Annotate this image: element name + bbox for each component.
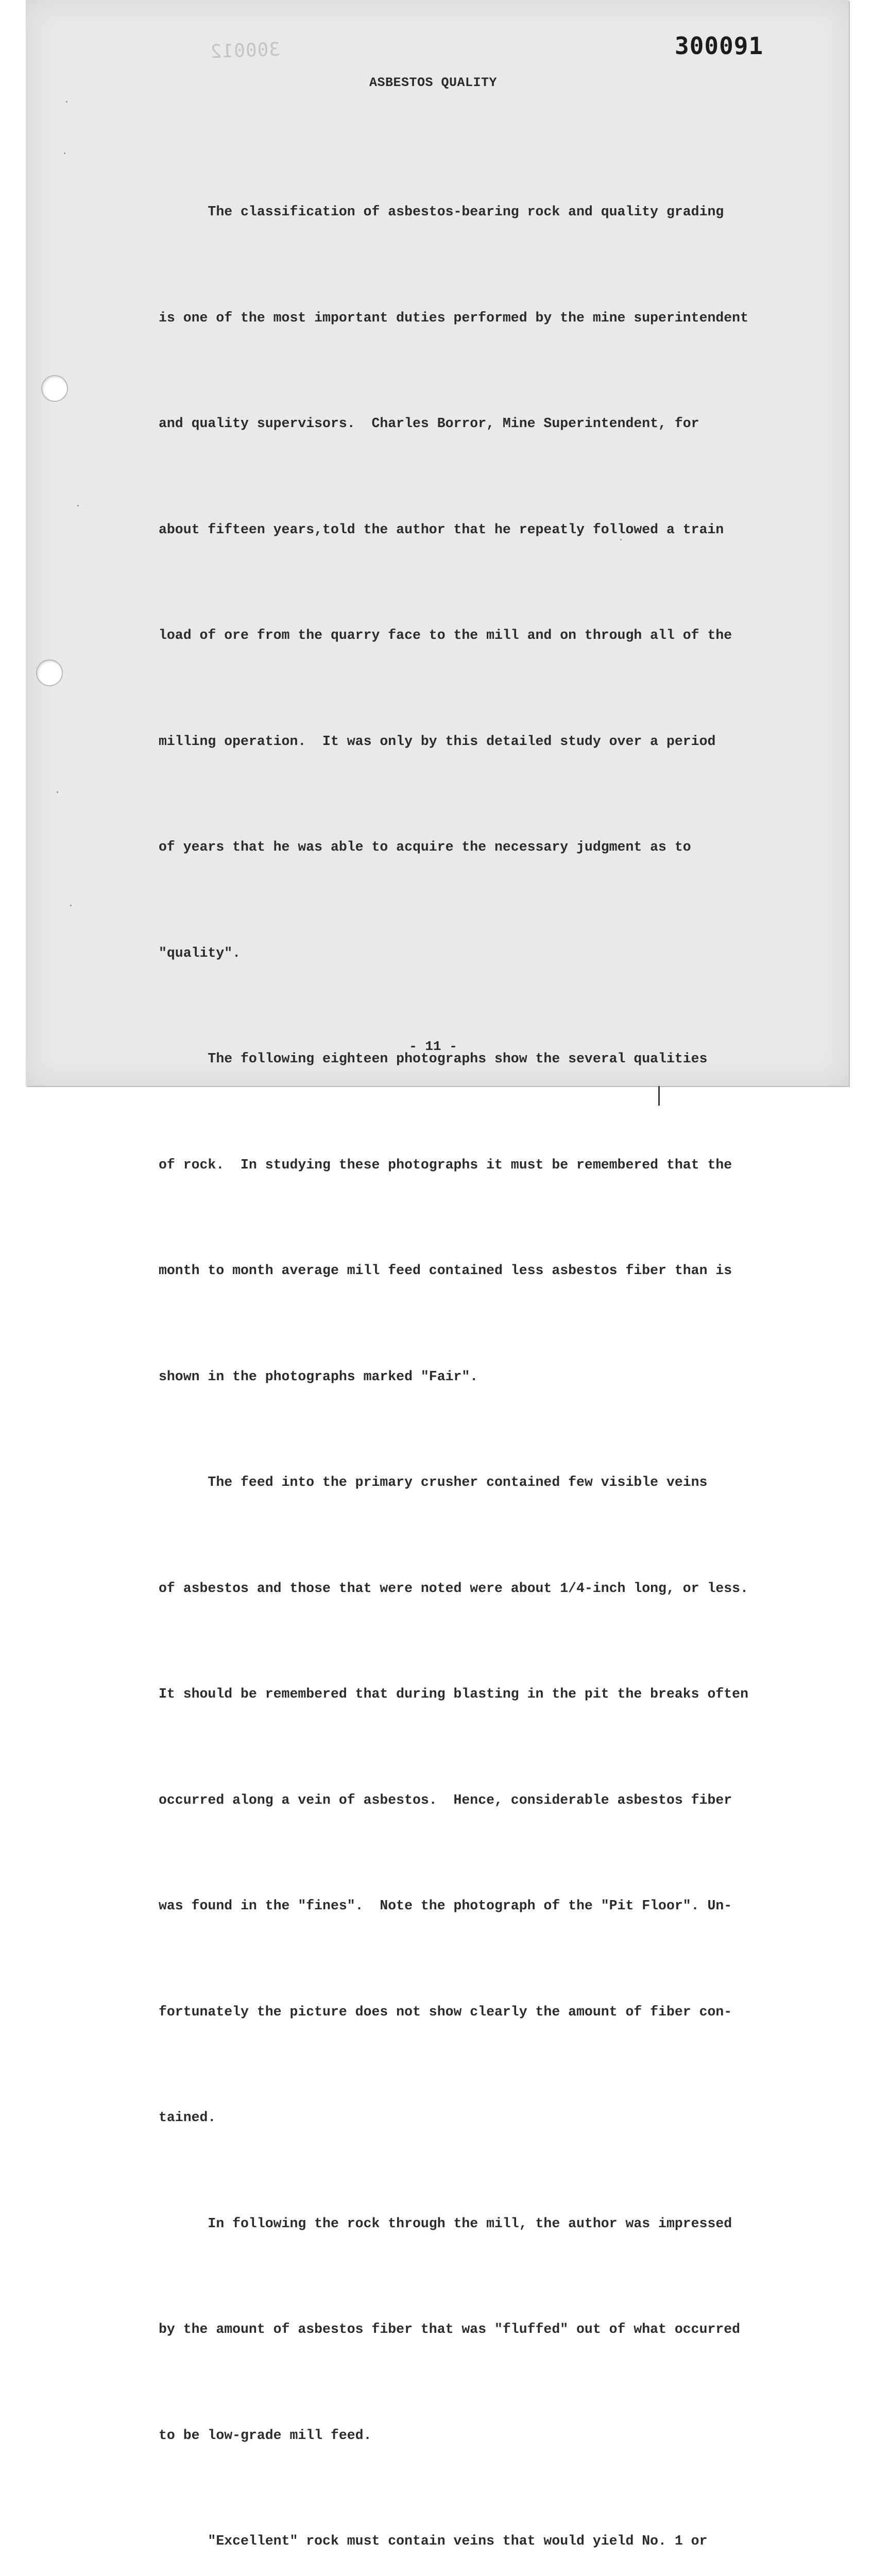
text-line: month to month average mill feed contained less asbestos fiber than is [159, 1263, 732, 1278]
scan-speck [57, 791, 58, 793]
document-number-stamp: 300091 [675, 32, 764, 60]
page-number: - 11 - [409, 1039, 457, 1054]
text-line: tained. [159, 2110, 216, 2125]
text-line: of rock. In studying these photographs it must be remembered that the [159, 1157, 732, 1173]
scan-speck [66, 101, 67, 103]
text-line: was found in the "fines". Note the photograph of the "Pit Floor". Un- [159, 1898, 732, 1913]
scan-speck [70, 905, 72, 906]
scan-speck [620, 539, 622, 540]
text-line: is one of the most important duties performed by the mine superintendent [159, 310, 748, 326]
text-line: In following the rock through the mill, the author was impressed [159, 2215, 732, 2231]
text-line: "quality". [159, 945, 241, 961]
text-line: The classification of asbestos-bearing rock and quality grading [159, 204, 724, 219]
scan-speck [64, 152, 65, 154]
text-line: load of ore from the quarry face to the mill and on through all of the [159, 628, 732, 643]
text-line: The feed into the primary crusher contained few visible veins [159, 1475, 708, 1490]
text-line: and quality supervisors. Charles Borror, Mine Superintendent, for [159, 416, 699, 431]
body-text [159, 124, 792, 2576]
text-line: by the amount of asbestos fiber that was "fluffed" out of what occurred [159, 2321, 741, 2337]
text-line: It should be remembered that during blasting in the pit the breaks often [159, 1686, 748, 1702]
text-line: fortunately the picture does not show clearly the amount of fiber con- [159, 2004, 732, 2020]
page-title: ASBESTOS QUALITY [369, 75, 498, 90]
text-line: The following eighteen photographs show the several qualities [159, 1051, 708, 1066]
text-line: occurred along a vein of asbestos. Hence, considerable asbestos fiber [159, 1792, 732, 1808]
text-line: of asbestos and those that were noted were about 1/4-inch long, or less. [159, 1580, 748, 1596]
text-line: about fifteen years,told the author that he repeatly followed a train [159, 521, 724, 537]
scan-speck [77, 505, 79, 506]
text-line: to be low-grade mill feed. [159, 2427, 372, 2443]
text-line: shown in the photographs marked "Fair". [159, 1368, 478, 1384]
punch-hole-lower [36, 659, 63, 686]
punch-hole-upper [41, 375, 68, 402]
text-line: "Excellent" rock must contain veins that would yield No. 1 or [159, 2533, 708, 2549]
text-line: of years that he was able to acquire the necessary judgment as to [159, 839, 691, 855]
faint-reverse-stamp: 300012 [210, 39, 281, 63]
text-line: milling operation. It was only by this detailed study over a period [159, 733, 716, 749]
